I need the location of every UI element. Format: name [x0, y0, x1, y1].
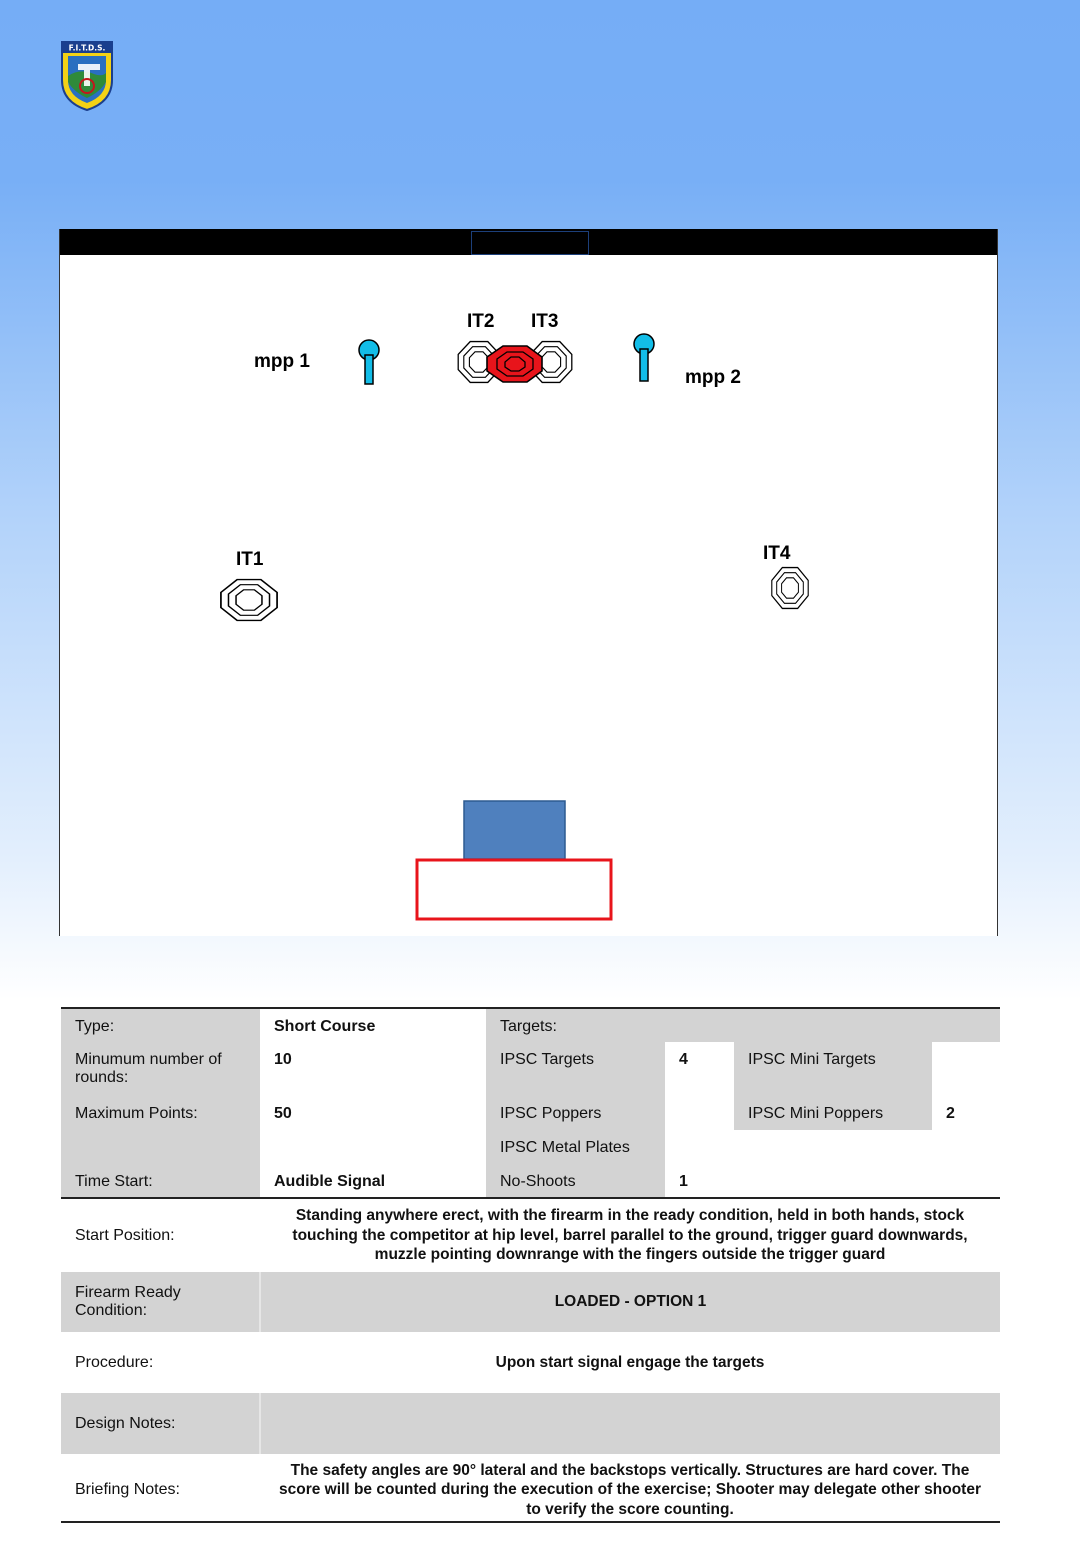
start-area-box	[417, 860, 611, 919]
empty-cell	[932, 1130, 1000, 1164]
ipsc-metal-plates-value	[665, 1130, 734, 1164]
procedure-label: Procedure:	[75, 1353, 154, 1371]
ready-condition-value: LOADED - OPTION 1	[260, 1272, 1000, 1332]
stage-info-table	[61, 1007, 1000, 1526]
label-it1: IT1	[236, 549, 264, 570]
procedure-value: Upon start signal engage the targets	[495, 1353, 765, 1371]
targets-label: Targets:	[486, 1008, 1000, 1042]
label-mpp1: mpp 1	[254, 351, 310, 372]
stage-map	[60, 229, 998, 936]
type-label: Type:	[61, 1008, 260, 1042]
time-start-value: Audible Signal	[274, 1173, 386, 1190]
min-rounds-label: Minumum number of rounds:	[61, 1042, 260, 1096]
ipsc-mini-poppers-label: IPSC Mini Poppers	[734, 1096, 932, 1130]
no-shoot-target	[487, 346, 542, 382]
start-barrel	[464, 801, 565, 859]
ipsc-poppers-value	[665, 1096, 734, 1130]
start-position-label: Start Position:	[61, 1198, 260, 1272]
label-it2: IT2	[467, 311, 495, 332]
start-position-value: Standing anywhere erect, with the firearm in the ready condition, held in both hands, stock touching the competitor at hip level, barrel parallel to the ground, trigger guard downwards, muzzle pointing downrange with the fingers outside the trigger guard	[260, 1198, 1000, 1272]
svg-text:F.I.T.D.S.: F.I.T.D.S.	[68, 43, 106, 53]
label-it4: IT4	[763, 543, 791, 564]
time-start-label: Time Start:	[61, 1164, 260, 1198]
ipsc-mini-targets-value	[932, 1042, 1000, 1096]
design-notes-label: Design Notes:	[61, 1393, 260, 1454]
mini-popper-2	[634, 334, 654, 381]
ipsc-mini-poppers-value: 2	[946, 1105, 955, 1122]
briefing-notes-value: The safety angles are 90° lateral and the backstops vertically. Structures are hard cover. The score will be counted during the execution of the exercise; Shooter may delegate other shooter to verify the score counting.	[279, 1461, 981, 1518]
table-bottom-rule	[61, 1521, 1000, 1523]
briefing-notes-label: Briefing Notes:	[75, 1481, 180, 1498]
empty-cell	[734, 1164, 932, 1198]
ipsc-mini-targets-label: IPSC Mini Targets	[734, 1042, 932, 1096]
ipsc-metal-plates-label: IPSC Metal Plates	[486, 1130, 665, 1164]
no-shoots-label: No-Shoots	[486, 1164, 665, 1198]
label-it3: IT3	[531, 311, 559, 332]
ipsc-targets-value: 4	[679, 1051, 688, 1068]
no-shoots-value: 1	[679, 1173, 688, 1190]
min-rounds-value: 10	[274, 1051, 292, 1068]
design-notes-value	[260, 1393, 1000, 1454]
empty-cell	[61, 1130, 260, 1164]
max-points-value: 50	[274, 1105, 292, 1122]
ready-condition-label: Firearm Ready Condition:	[61, 1272, 260, 1332]
fitds-logo	[60, 40, 114, 112]
empty-cell	[734, 1130, 932, 1164]
empty-cell	[260, 1130, 486, 1164]
mini-popper-1	[359, 340, 379, 384]
ipsc-poppers-label: IPSC Poppers	[486, 1096, 665, 1130]
label-mpp2: mpp 2	[685, 367, 741, 388]
max-points-label: Maximum Points:	[61, 1096, 260, 1130]
empty-cell	[932, 1164, 1000, 1198]
target-it1	[221, 580, 277, 621]
target-it4	[772, 568, 808, 609]
stage-diagram	[59, 229, 998, 936]
ipsc-targets-label: IPSC Targets	[486, 1042, 665, 1096]
type-value: Short Course	[274, 1018, 376, 1035]
